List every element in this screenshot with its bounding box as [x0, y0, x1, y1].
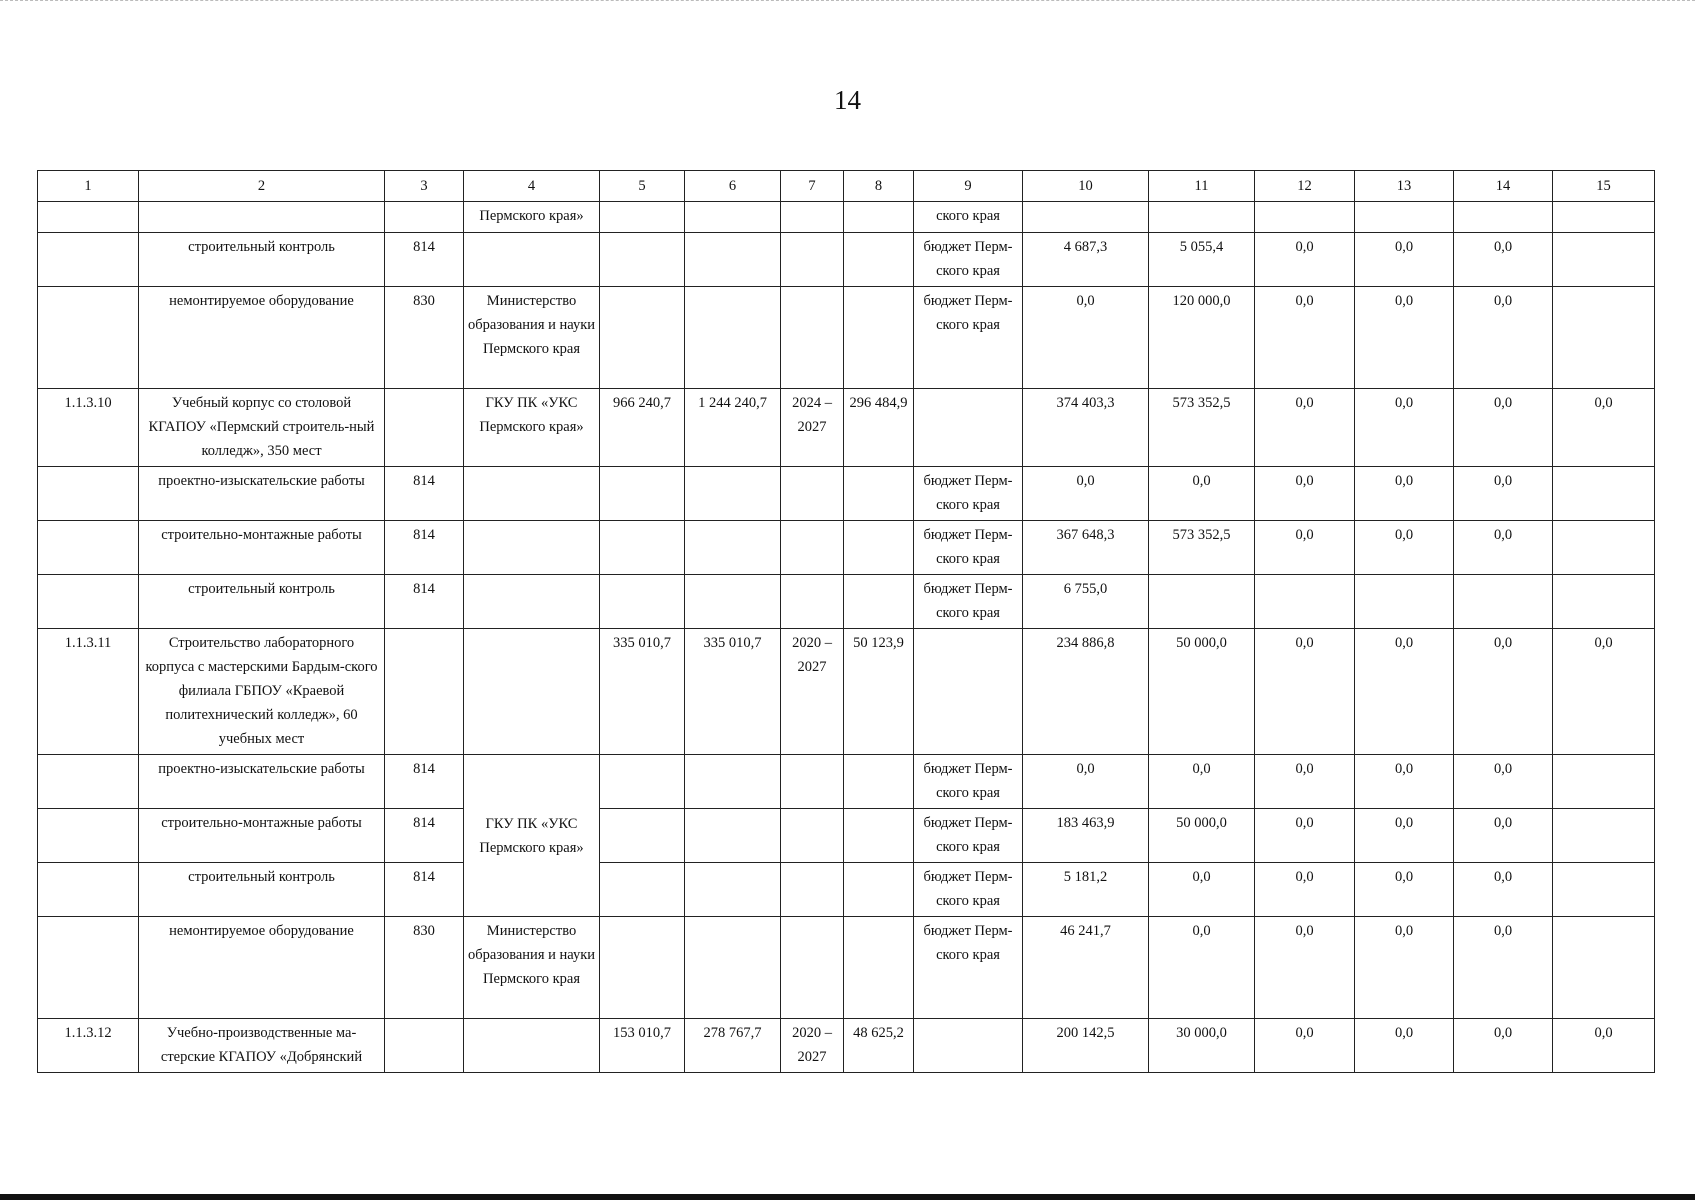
- cell-v11: 573 352,5: [1149, 389, 1255, 467]
- col-header-3: 3: [385, 171, 464, 202]
- cell-name: строительный контроль: [139, 233, 385, 287]
- budget-table: [37, 170, 1655, 1073]
- col-header-2: 2: [139, 171, 385, 202]
- cell-v14: 0,0: [1454, 809, 1553, 863]
- cell-name: Строительство лабораторного корпуса с мастерскими Бардым-ского филиала ГБПОУ «Краевой политехнический колледж», 60 учебных мест: [139, 629, 385, 755]
- cell-v12: 0,0: [1255, 287, 1355, 389]
- cell-v8: 48 625,2: [844, 1019, 914, 1073]
- cell-v13: 0,0: [1355, 287, 1454, 389]
- cell-v14: 0,0: [1454, 1019, 1553, 1073]
- cell-v12: 0,0: [1255, 1019, 1355, 1073]
- cell-v5: 153 010,7: [600, 1019, 685, 1073]
- cell-v10: 6 755,0: [1023, 575, 1149, 629]
- cell-v7: 2020 – 2027: [781, 1019, 844, 1073]
- cell-v11: 30 000,0: [1149, 1019, 1255, 1073]
- cell-name: немонтируемое оборудование: [139, 917, 385, 1019]
- cell-v12: 0,0: [1255, 389, 1355, 467]
- cell-code: 814: [385, 521, 464, 575]
- cell-v8: 296 484,9: [844, 389, 914, 467]
- cell-v13: 0,0: [1355, 863, 1454, 917]
- col-header-11: 11: [1149, 171, 1255, 202]
- cell-v13: 0,0: [1355, 629, 1454, 755]
- cell-v14: 0,0: [1454, 467, 1553, 521]
- col-header-8: 8: [844, 171, 914, 202]
- col-header-7: 7: [781, 171, 844, 202]
- cell-v13: 0,0: [1355, 917, 1454, 1019]
- cell-v14: 0,0: [1454, 233, 1553, 287]
- col-header-1: 1: [38, 171, 139, 202]
- table-row: [38, 233, 1655, 287]
- cell-v12: 0,0: [1255, 521, 1355, 575]
- cell-v7: 2024 – 2027: [781, 389, 844, 467]
- cell-v14: 0,0: [1454, 629, 1553, 755]
- cell-v10: 367 648,3: [1023, 521, 1149, 575]
- cell-code: [385, 202, 464, 233]
- table-row: [38, 467, 1655, 521]
- cell-code: 814: [385, 809, 464, 863]
- cell-v10: 200 142,5: [1023, 1019, 1149, 1073]
- cell-v11: 120 000,0: [1149, 287, 1255, 389]
- cell-v15: 0,0: [1553, 1019, 1655, 1073]
- table-row: [38, 629, 1655, 755]
- table-row: [38, 287, 1655, 389]
- table-row: [38, 755, 1655, 809]
- cell-source: бюджет Перм-ского края: [914, 809, 1023, 863]
- cell-name: Учебный корпус со столовой КГАПОУ «Пермский строитель-ный колледж», 350 мест: [139, 389, 385, 467]
- table-row: [38, 917, 1655, 1019]
- table-row: [38, 1019, 1655, 1073]
- cell-v13: 0,0: [1355, 233, 1454, 287]
- cell-v12: 0,0: [1255, 917, 1355, 1019]
- cell-agency: ГКУ ПК «УКС Пермского края»: [464, 755, 600, 917]
- cell-v11: 0,0: [1149, 467, 1255, 521]
- cell-v14: 0,0: [1454, 917, 1553, 1019]
- col-header-13: 13: [1355, 171, 1454, 202]
- cell-v14: 0,0: [1454, 389, 1553, 467]
- cell-v10: 4 687,3: [1023, 233, 1149, 287]
- cell-v15: 0,0: [1553, 629, 1655, 755]
- cell-v5: 966 240,7: [600, 389, 685, 467]
- cell-agency: Пермского края»: [464, 202, 600, 233]
- col-header-9: 9: [914, 171, 1023, 202]
- cell-num: 1.1.3.12: [38, 1019, 139, 1073]
- cell-source: ского края: [914, 202, 1023, 233]
- cell-v11: 5 055,4: [1149, 233, 1255, 287]
- cell-code: 814: [385, 755, 464, 809]
- page-number: 14: [834, 85, 861, 115]
- cell-source: бюджет Перм-ского края: [914, 575, 1023, 629]
- cell-v13: 0,0: [1355, 521, 1454, 575]
- cell-code: 814: [385, 575, 464, 629]
- cell-v10: 234 886,8: [1023, 629, 1149, 755]
- table-row: [38, 521, 1655, 575]
- table-row: [38, 202, 1655, 233]
- cell-v14: 0,0: [1454, 521, 1553, 575]
- cell-source: бюджет Перм-ского края: [914, 521, 1023, 575]
- cell-v13: 0,0: [1355, 809, 1454, 863]
- cell-v10: 46 241,7: [1023, 917, 1149, 1019]
- scan-top-border: [0, 0, 1695, 2]
- col-header-5: 5: [600, 171, 685, 202]
- table-row: [38, 575, 1655, 629]
- col-header-10: 10: [1023, 171, 1149, 202]
- cell-v12: 0,0: [1255, 809, 1355, 863]
- cell-num: 1.1.3.11: [38, 629, 139, 755]
- cell-v14: 0,0: [1454, 863, 1553, 917]
- cell-v13: 0,0: [1355, 1019, 1454, 1073]
- cell-code: 814: [385, 863, 464, 917]
- cell-v10: 183 463,9: [1023, 809, 1149, 863]
- cell-v11: 50 000,0: [1149, 629, 1255, 755]
- cell-v6: 278 767,7: [685, 1019, 781, 1073]
- col-header-15: 15: [1553, 171, 1655, 202]
- cell-v15: 0,0: [1553, 389, 1655, 467]
- cell-num: [38, 202, 139, 233]
- col-header-6: 6: [685, 171, 781, 202]
- cell-source: бюджет Перм-ского края: [914, 467, 1023, 521]
- cell-v7: 2020 – 2027: [781, 629, 844, 755]
- cell-v10: 374 403,3: [1023, 389, 1149, 467]
- cell-source: бюджет Перм-ского края: [914, 287, 1023, 389]
- cell-v14: 0,0: [1454, 755, 1553, 809]
- cell-agency: ГКУ ПК «УКС Пермского края»: [464, 389, 600, 467]
- cell-code: 814: [385, 233, 464, 287]
- table-row: [38, 863, 1655, 917]
- cell-v12: 0,0: [1255, 467, 1355, 521]
- cell-v12: 0,0: [1255, 629, 1355, 755]
- cell-name: проектно-изыскательские работы: [139, 467, 385, 521]
- cell-v6: 335 010,7: [685, 629, 781, 755]
- cell-v12: 0,0: [1255, 863, 1355, 917]
- cell-num: 1.1.3.10: [38, 389, 139, 467]
- cell-v11: 50 000,0: [1149, 809, 1255, 863]
- cell-name: строительно-монтажные работы: [139, 521, 385, 575]
- cell-source: бюджет Перм-ского края: [914, 755, 1023, 809]
- cell-source: бюджет Перм-ского края: [914, 863, 1023, 917]
- cell-name: строительный контроль: [139, 575, 385, 629]
- cell-v10: 0,0: [1023, 467, 1149, 521]
- cell-v12: 0,0: [1255, 233, 1355, 287]
- cell-name: строительный контроль: [139, 863, 385, 917]
- cell-v5: 335 010,7: [600, 629, 685, 755]
- cell-code: 814: [385, 467, 464, 521]
- cell-name: [139, 202, 385, 233]
- cell-v11: 573 352,5: [1149, 521, 1255, 575]
- cell-code: 830: [385, 917, 464, 1019]
- cell-agency: Министерство образования и науки Пермского края: [464, 917, 600, 1019]
- cell-v13: 0,0: [1355, 467, 1454, 521]
- col-header-14: 14: [1454, 171, 1553, 202]
- cell-v8: 50 123,9: [844, 629, 914, 755]
- cell-v11: 0,0: [1149, 917, 1255, 1019]
- cell-v14: 0,0: [1454, 287, 1553, 389]
- cell-source: бюджет Перм-ского края: [914, 917, 1023, 1019]
- cell-v10: 0,0: [1023, 755, 1149, 809]
- cell-v13: 0,0: [1355, 755, 1454, 809]
- col-header-4: 4: [464, 171, 600, 202]
- cell-v10: 5 181,2: [1023, 863, 1149, 917]
- cell-name: строительно-монтажные работы: [139, 809, 385, 863]
- cell-v11: 0,0: [1149, 755, 1255, 809]
- scan-bottom-edge: [0, 1194, 1695, 1200]
- cell-v11: 0,0: [1149, 863, 1255, 917]
- cell-name: проектно-изыскательские работы: [139, 755, 385, 809]
- col-header-12: 12: [1255, 171, 1355, 202]
- header-row: [38, 171, 1655, 202]
- cell-v10: 0,0: [1023, 287, 1149, 389]
- cell-v12: 0,0: [1255, 755, 1355, 809]
- cell-name: немонтируемое оборудование: [139, 287, 385, 389]
- cell-code: 830: [385, 287, 464, 389]
- table-row: [38, 809, 1655, 863]
- table-row: [38, 389, 1655, 467]
- cell-v6: 1 244 240,7: [685, 389, 781, 467]
- cell-source: бюджет Перм-ского края: [914, 233, 1023, 287]
- cell-name: Учебно-производственные ма-стерские КГАПОУ «Добрянский: [139, 1019, 385, 1073]
- cell-agency: Министерство образования и науки Пермского края: [464, 287, 600, 389]
- cell-v13: 0,0: [1355, 389, 1454, 467]
